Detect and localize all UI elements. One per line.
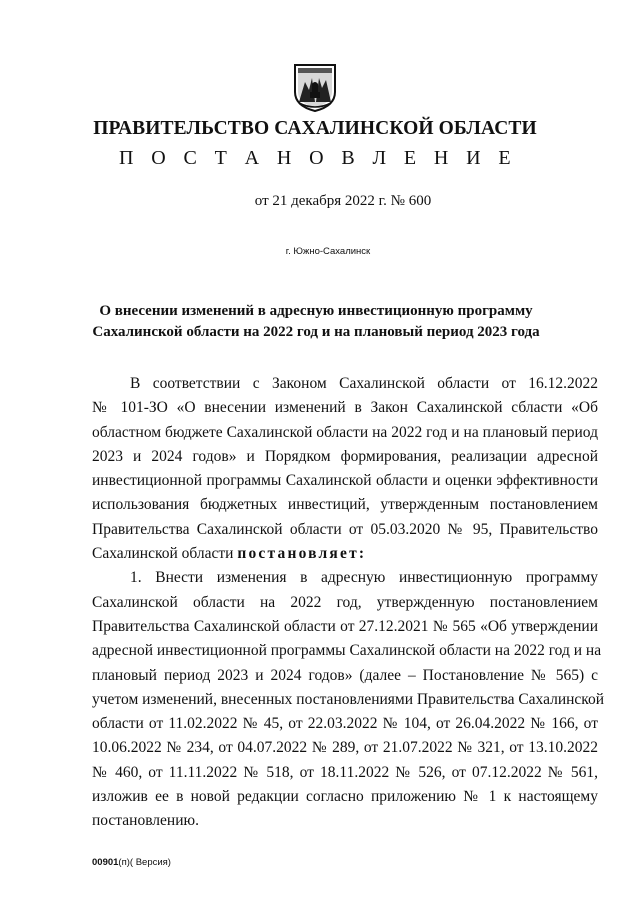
body-text: Сахалинской области [92, 545, 238, 563]
body-line: использования бюджетных инвестиций, утвержденным постановлением [92, 496, 598, 514]
document-subject [92, 301, 540, 343]
body-line: Правительства Сахалинской области от 27.12.2021 № 565 «Об утверждении [92, 617, 598, 635]
subject-line: Сахалинской области на 2022 год и на плановый период 2023 года [92, 324, 540, 340]
document-date-number: от 21 декабря 2022 г. № 600 [254, 193, 432, 209]
document-city: г. Южно-Сахалинск [285, 246, 371, 257]
body-line: адресной инвестиционной программы Сахалинской области на 2022 год и на [92, 642, 602, 660]
subject-line: О внесении изменений в адресную инвестиционную программу [99, 303, 533, 319]
decree-keyword: постановляет: [237, 545, 367, 563]
body-line [92, 542, 598, 566]
body-line: плановый период 2023 и 2024 годов» (далее – Постановление № 565) с [92, 666, 598, 684]
document-type: П О С Т А Н О В Л Е Н И Е [119, 147, 517, 169]
body-line: № 101-ЗО «О внесении изменений в Закон Сахалинской сбласти «Об [92, 399, 598, 417]
body-line: № 460, от 11.11.2022 № 518, от 18.11.2022 № 526, от 07.12.2022 № 561, [92, 763, 598, 781]
body-line: области от 11.02.2022 № 45, от 22.03.2022 № 104, от 26.04.2022 № 166, от [92, 715, 598, 733]
body-line: постановлению. [92, 812, 199, 830]
footer-suffix: (п)( Версия) [118, 857, 171, 868]
document-body [92, 372, 605, 834]
organization-title: ПРАВИТЕЛЬСТВО САХАЛИНСКОЙ ОБЛАСТИ [93, 118, 537, 139]
body-line: учетом изменений, внесенных постановлениями Правительства Сахалинской [92, 690, 605, 708]
body-line: областном бюджете Сахалинской области на 2022 год и на плановый период [92, 423, 598, 441]
body-line: Правительства Сахалинской области от 05.03.2020 № 95, Правительство [92, 520, 598, 538]
body-line: Сахалинской области на 2022 год, утвержденную постановлением [92, 593, 598, 611]
body-line: В соответствии с Законом Сахалинской области от 16.12.2022 [130, 375, 598, 392]
document-footer-code [92, 857, 171, 868]
body-line: 1. Внести изменения в адресную инвестиционную программу [130, 569, 598, 587]
body-line: 2023 и 2024 годов» и Порядком формирования, реализации адресной [92, 447, 598, 465]
body-line: 10.06.2022 № 234, от 04.07.2022 № 289, от 21.07.2022 № 321, от 13.10.2022 [92, 739, 598, 757]
body-line: изложив ее в новой редакции согласно приложению № 1 к настоящему [92, 788, 598, 806]
footer-code: 00901 [92, 857, 119, 868]
body-line: инвестиционной программы Сахалинской области и оценки эффективности [92, 472, 598, 490]
sakhalin-coat-of-arms-icon [292, 62, 338, 112]
